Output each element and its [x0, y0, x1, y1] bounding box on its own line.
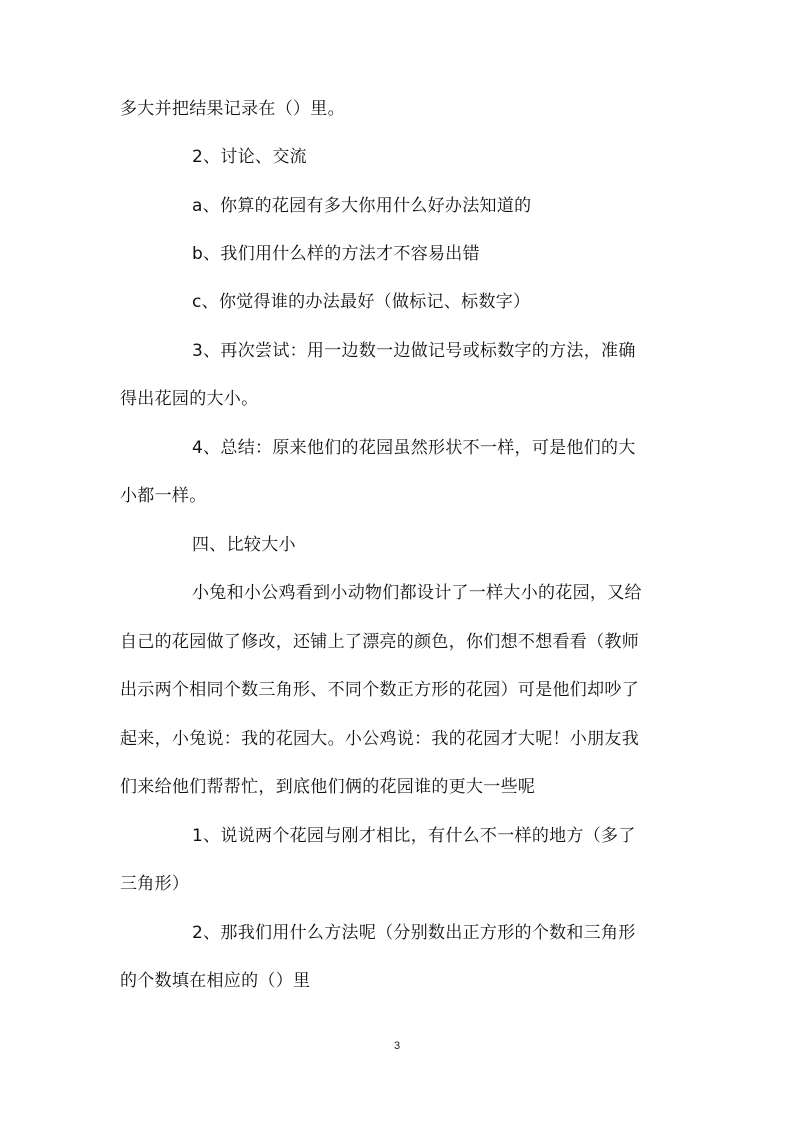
page-number: 3: [393, 1040, 401, 1052]
text-line: 得出花园的大小。: [120, 389, 259, 409]
text-line: 1、说说两个花园与刚才相比，有什么不一样的地方（多了: [192, 826, 636, 846]
section-heading: 四、比较大小: [192, 535, 296, 555]
text-line: 出示两个相同个数三角形、不同个数正方形的花园）可是他们却吵了: [120, 680, 639, 700]
text-line: 小都一样。: [120, 486, 207, 506]
text-line: 3、再次尝试：用一边数一边做记号或标数字的方法，准确: [192, 341, 636, 361]
text-line: b、我们用什么样的方法才不容易出错: [192, 244, 480, 264]
text-line: 多大并把结果记录在（）里。: [120, 99, 345, 119]
text-line: 起来，小兔说：我的花园大。小公鸡说：我的花园才大呢！小朋友我: [120, 729, 639, 749]
text-line: 们来给他们帮帮忙，到底他们俩的花园谁的更大一些呢: [120, 777, 536, 797]
text-line: 4、总结：原来他们的花园虽然形状不一样，可是他们的大: [192, 438, 636, 458]
text-line: c、你觉得谁的办法最好（做标记、标数字）: [192, 292, 531, 312]
text-line: 三角形）: [120, 874, 190, 894]
text-line: 2、那我们用什么方法呢（分别数出正方形的个数和三角形: [192, 923, 636, 943]
text-line: a、你算的花园有多大你用什么好办法知道的: [192, 196, 532, 216]
text-line: 的个数填在相应的（）里: [120, 971, 311, 991]
text-line: 自己的花园做了修改，还铺上了漂亮的颜色，你们想不想看看（教师: [120, 632, 639, 652]
section-heading: 2、讨论、交流: [192, 147, 307, 167]
text-line: 小兔和小公鸡看到小动物们都设计了一样大小的花园，又给: [192, 583, 642, 603]
